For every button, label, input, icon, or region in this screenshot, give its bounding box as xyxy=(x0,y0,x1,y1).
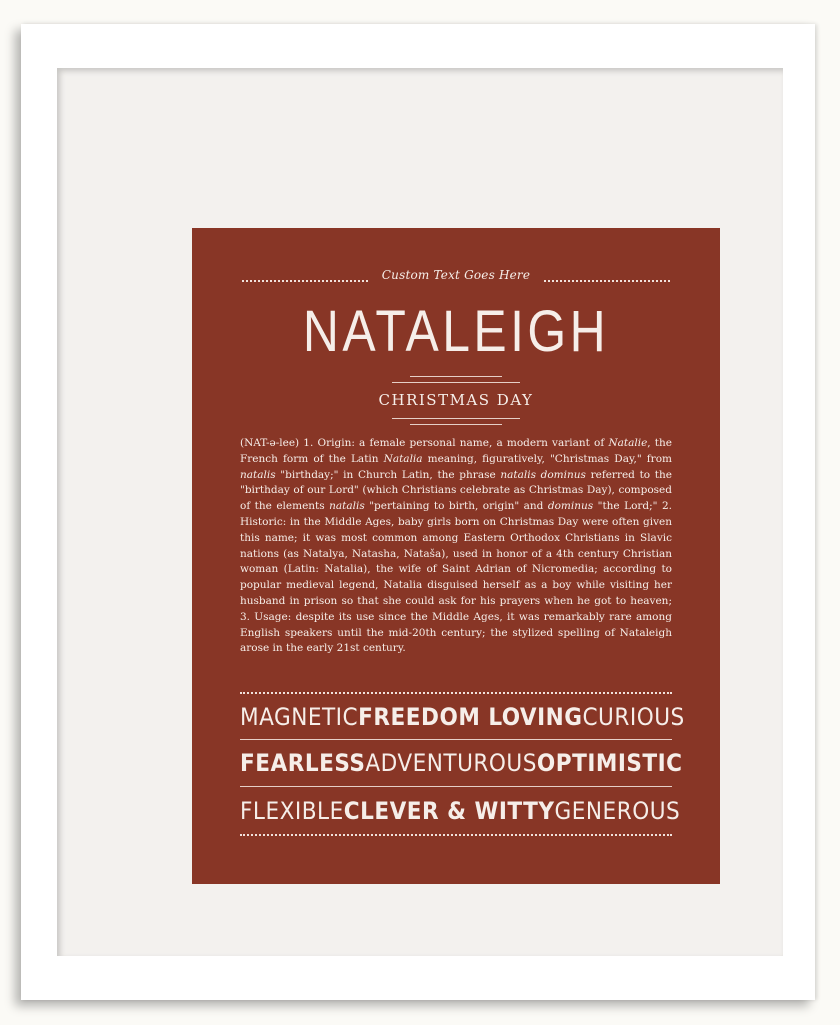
name-print xyxy=(192,228,720,884)
definition-text: meaning, figuratively, "Christmas Day," from xyxy=(422,452,672,465)
definition-italic-term: Natalie xyxy=(608,437,648,449)
traits-row-1 xyxy=(240,703,685,731)
definition-italic-term: Natalia xyxy=(383,452,423,465)
definition-text: , the French form of the Latin xyxy=(240,437,673,465)
trait: FEARLESS xyxy=(240,749,366,777)
custom-text: Custom Text Goes Here xyxy=(381,268,531,282)
name-title: NATALEIGH xyxy=(302,299,610,364)
definition-text: "pertaining to birth, origin" and xyxy=(364,500,548,513)
dotted-divider-right xyxy=(544,280,670,282)
definition-text: "the Lord;" 2. Historic: in the Middle Ages, baby girls born on Christmas Day were often given this name; it was most common among Eastern Orthodox Christians in Slavic nations (as Natalya, Natasha, Nataša), used in honor of a 4th century Christian woman (Latin: Natalia), the wife of Saint Adrian of Nicromedia; according to popular medieval legend, Natalia disguised herself as a boy while visiting her husband in prison so that she could ask for his prayers when he got to heaven; 3. Usage: despite its use since the Middle Ages, it was remarkably rare among English speakers until the mid-20th century; the stylized spelling of Nataleigh arose in the early 21st century. xyxy=(240,500,672,655)
trait: CURIOUS xyxy=(582,703,685,731)
definition-text: "birthday;" in Church Latin, the phrase xyxy=(275,468,501,481)
traits-divider-2 xyxy=(240,786,672,787)
definition-italic-term: natalis xyxy=(329,500,365,513)
definition-italic-term: natalis dominus xyxy=(500,468,586,481)
definition-italic-term: dominus xyxy=(547,500,594,513)
picture-frame xyxy=(21,24,815,1000)
trait: CLEVER & WITTY xyxy=(343,797,555,825)
name-underline-top xyxy=(410,376,502,377)
traits-row-2 xyxy=(240,749,683,777)
trait: FREEDOM LOVING xyxy=(358,703,583,731)
definition-text: referred to the "birthday of our Lord" (which Christians celebrate as Christmas Day), composed of the elements xyxy=(240,468,672,513)
traits-row-3 xyxy=(240,797,681,825)
name-definition xyxy=(240,436,672,657)
trait: GENEROUS xyxy=(554,797,681,825)
name-underline-bottom xyxy=(392,382,520,383)
traits-divider-1 xyxy=(240,739,672,740)
trait: ADVENTUROUS xyxy=(365,749,537,777)
dotted-divider-traits-bottom xyxy=(240,834,672,836)
definition-italic-term: natalis xyxy=(240,468,276,481)
meaning-underline-top xyxy=(392,418,520,419)
trait: FLEXIBLE xyxy=(240,797,344,825)
name-meaning: CHRISTMAS DAY xyxy=(378,391,534,409)
meaning-underline-bottom xyxy=(410,424,502,425)
trait: MAGNETIC xyxy=(240,703,359,731)
frame-mat xyxy=(57,68,783,956)
dotted-divider-traits-top xyxy=(240,692,672,694)
definition-text: (NAT-ə-lee) 1. Origin: a female personal name, a modern variant of xyxy=(240,437,609,449)
trait: OPTIMISTIC xyxy=(536,749,683,777)
